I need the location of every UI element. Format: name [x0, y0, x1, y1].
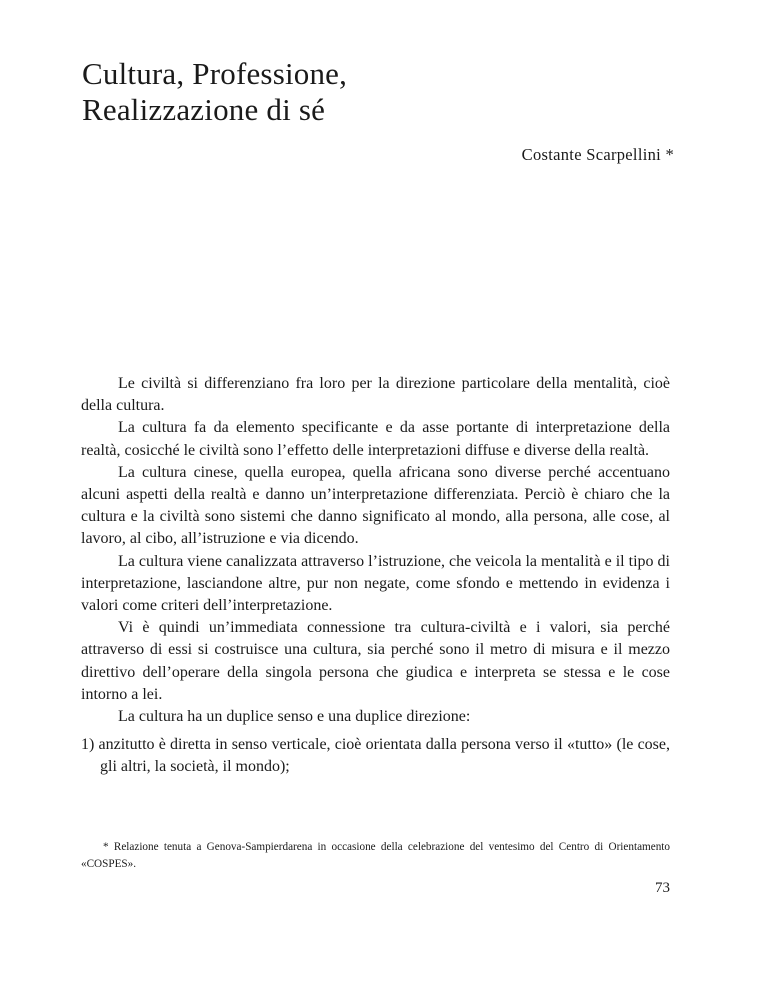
- page-number: 73: [655, 880, 670, 896]
- article-body: [81, 373, 670, 779]
- body-paragraph-3: La cultura cinese, quella europea, quella africana sono diverse perché accentuano alcuni aspetti della realtà e danno un’interpretazione differenziata. Perciò è chiaro che la cultura e la civiltà sono sistemi che danno significato al mondo, alla persona, alle cose, al lavoro, al cibo, all’istruzione e via dicendo.: [81, 463, 670, 548]
- list-item-1: 1) anzitutto è diretta in senso verticale, cioè orientata dalla persona verso il «tutto» (le cose, gli altri, la società, il mondo);: [81, 736, 670, 776]
- article-title-line-1: Cultura, Professione,: [82, 56, 348, 91]
- body-paragraph-2: La cultura fa da elemento specificante e da asse portante di interpretazione della realtà, cosicché le civiltà sono l’effetto delle interpretazioni diffuse e diverse della realtà.: [81, 419, 670, 459]
- body-paragraph-5: Vi è quindi un’immediata connessione tra cultura-civiltà e i valori, sia perché attraverso di essi si costruisce una cultura, sia perché sono il metro di misura e il mezzo direttivo dell’operare della singola persona che giudica e interpreta se stessa e le cose intorno a lei.: [81, 619, 670, 703]
- body-paragraph-4: La cultura viene canalizzata attraverso l’istruzione, che veicola la mentalità e il tipo di interpretazione, lasciandone altre, pur non negate, come sfondo e mettendo in evidenza i valori come criteri dell’interpretazione.: [81, 552, 670, 615]
- body-paragraph-6: La cultura ha un duplice senso e una duplice direzione:: [118, 708, 471, 726]
- article-author: Costante Scarpellini *: [521, 145, 674, 164]
- article-title: [82, 56, 347, 128]
- article-title-line-2: Realizzazione di sé: [82, 92, 326, 127]
- body-paragraph-1: Le civiltà si differenziano fra loro per la direzione particolare della mentalità, cioè della cultura.: [81, 375, 670, 415]
- numbered-list: [81, 734, 670, 778]
- footnote: * Relazione tenuta a Genova-Sampierdarena in occasione della celebrazione del ventesimo del Centro di Orientamento «COSPES».: [81, 841, 670, 870]
